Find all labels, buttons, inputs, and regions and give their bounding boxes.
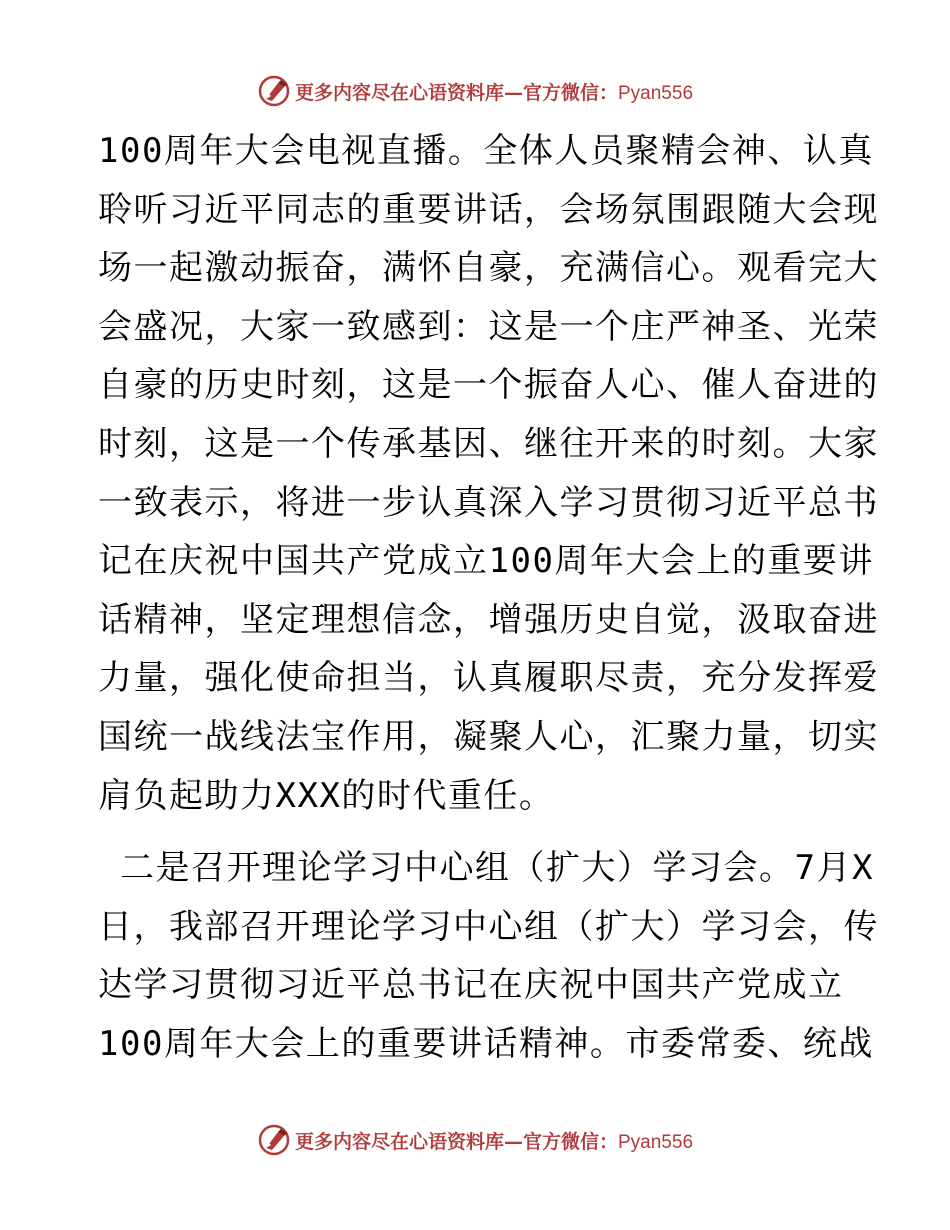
text-line: 肩负起助力XXX的时代重任。 (98, 775, 555, 816)
document-body (98, 122, 879, 1074)
text-line: 时刻，这是一个传承基因、继往开来的时刻。大家 (98, 423, 879, 464)
paragraph-1 (98, 122, 879, 825)
footer-banner-text (295, 1127, 693, 1154)
text-line: 二是召开理论学习中心组（扩大）学习会。7月X (98, 848, 874, 889)
text-line: 会盛况，大家一致感到：这是一个庄严神圣、光荣 (98, 306, 879, 347)
header-contact-label: 官方微信： (522, 81, 618, 104)
footer-contact-handle: Pyan556 (618, 1131, 694, 1153)
pen-nib-logo-icon (257, 74, 291, 108)
text-line: 100周年大会上的重要讲话精神。市委常委、统战 (98, 1023, 874, 1064)
text-line: 达学习贯彻习近平总书记在庆祝中国共产党成立 (98, 965, 844, 1006)
text-line: 聆听习近平同志的重要讲话，会场氛围跟随大会现 (98, 189, 879, 230)
header-site-name: 更多内容尽在心语资料库 (294, 81, 504, 104)
text-line: 场一起激动振奋，满怀自豪，充满信心。观看完大 (98, 248, 879, 289)
text-line: 话精神，坚定理想信念，增强历史自觉，汲取奋进 (98, 599, 879, 640)
text-line: 自豪的历史时刻，这是一个振奋人心、催人奋进的 (98, 365, 879, 406)
pen-nib-logo-icon (257, 1123, 291, 1157)
text-line: 日，我部召开理论学习中心组（扩大）学习会，传 (98, 906, 879, 947)
paragraph-2 (98, 839, 879, 1073)
footer-site-name: 更多内容尽在心语资料库 (294, 1130, 504, 1153)
footer-separator: — (503, 1130, 523, 1153)
text-line: 国统一战线法宝作用，凝聚人心，汇聚力量，切实 (98, 716, 879, 757)
header-separator: — (503, 81, 523, 104)
footer-banner (0, 1120, 950, 1160)
text-line: 力量，强化使命担当，认真履职尽责，充分发挥爱 (98, 658, 879, 699)
header-contact-handle: Pyan556 (618, 82, 694, 104)
text-line: 100周年大会电视直播。全体人员聚精会神、认真 (98, 131, 874, 171)
text-line: 记在庆祝中国共产党成立100周年大会上的重要讲 (98, 541, 874, 582)
text-line: 一致表示，将进一步认真深入学习贯彻习近平总书 (98, 482, 879, 523)
header-banner (0, 71, 950, 111)
footer-contact-label: 官方微信： (522, 1130, 618, 1153)
header-banner-text (295, 78, 693, 105)
